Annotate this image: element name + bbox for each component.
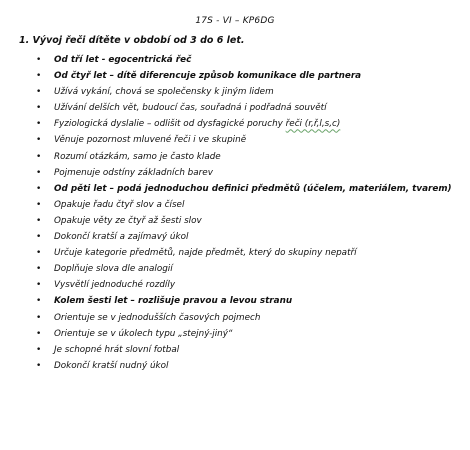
list-item-text: Užívá vykání, chová se společensky k jiným lidem — [54, 87, 274, 98]
list-item-text: Užívání delších vět, budoucí čas, souřadná i podřadná souvětí — [54, 103, 327, 114]
list-item-text: Kolem šesti let – rozlišuje pravou a levou stranu — [54, 296, 293, 307]
bullet-icon: • — [36, 135, 42, 146]
bullet-icon: • — [36, 248, 42, 259]
list-item-text-main: Fyziologická dyslalie – odlišit od dysfagické poruchy — [54, 119, 286, 130]
bullet-icon: • — [36, 103, 42, 114]
list-item-text: Je schopné hrát slovní fotbal — [54, 344, 180, 355]
list-item-text: Rozumí otázkám, samo je často klade — [54, 151, 221, 162]
bullet-icon: • — [36, 215, 42, 226]
bullet-icon: • — [36, 55, 42, 65]
list-item-text: Od pěti let – podá jednoduchou definici předmětů (účelem, materiálem, tvarem) — [54, 183, 452, 194]
bullet-icon: • — [36, 87, 42, 98]
bullet-icon: • — [36, 344, 42, 355]
bullet-icon: • — [36, 119, 42, 130]
list-item-text — [54, 116, 340, 132]
bullet-icon: • — [36, 360, 42, 371]
list-item-text: Opakuje věty ze čtyř až šesti slov — [54, 215, 202, 226]
document-header: 17S - VI – KP6DG — [195, 16, 275, 26]
list-item-text: Dokončí kratší nudný úkol — [54, 360, 169, 371]
list-item-text: Vysvětlí jednoduché rozdíly — [54, 280, 176, 291]
bullet-icon: • — [36, 199, 42, 210]
bullet-icon: • — [36, 151, 42, 162]
list-item-text: Orientuje se v jednodušších časových pojmech — [54, 312, 261, 323]
bullet-icon: • — [36, 280, 42, 291]
section-heading: 1. Vývoj řeči dítěte v období od 3 do 6 let. — [19, 35, 245, 46]
bullet-icon: • — [36, 71, 42, 82]
bullet-icon: • — [36, 312, 42, 323]
list-item-text: Opakuje řadu čtyř slov a čísel — [54, 199, 185, 210]
list-item-text: Doplňuje slova dle analogií — [54, 264, 173, 275]
list-item-text: Dokončí kratší a zajímavý úkol — [54, 232, 189, 243]
list-item-text: Od čtyř let – dítě diferencuje způsob komunikace dle partnera — [54, 71, 362, 82]
bullet-icon: • — [36, 232, 42, 243]
bullet-icon: • — [36, 183, 42, 194]
list-item-text: Určuje kategorie předmětů, najde předmět, který do skupiny nepatří — [54, 248, 357, 259]
bullet-icon: • — [36, 167, 42, 178]
list-item-text: Pojmenuje odstíny základních barev — [54, 167, 213, 178]
list-item-text: Orientuje se v úkolech typu „stejný-jiný“ — [54, 328, 233, 339]
bullet-icon: • — [36, 328, 42, 339]
spellcheck-underlined-text: řeči (r,ř,l,s,c) — [285, 119, 341, 130]
list-item-text: Věnuje pozornost mluvené řeči i ve skupině — [54, 135, 247, 146]
bullet-icon: • — [36, 264, 42, 275]
bullet-icon: • — [36, 296, 42, 307]
list-item-text: Od tří let - egocentrická řeč — [54, 55, 192, 65]
